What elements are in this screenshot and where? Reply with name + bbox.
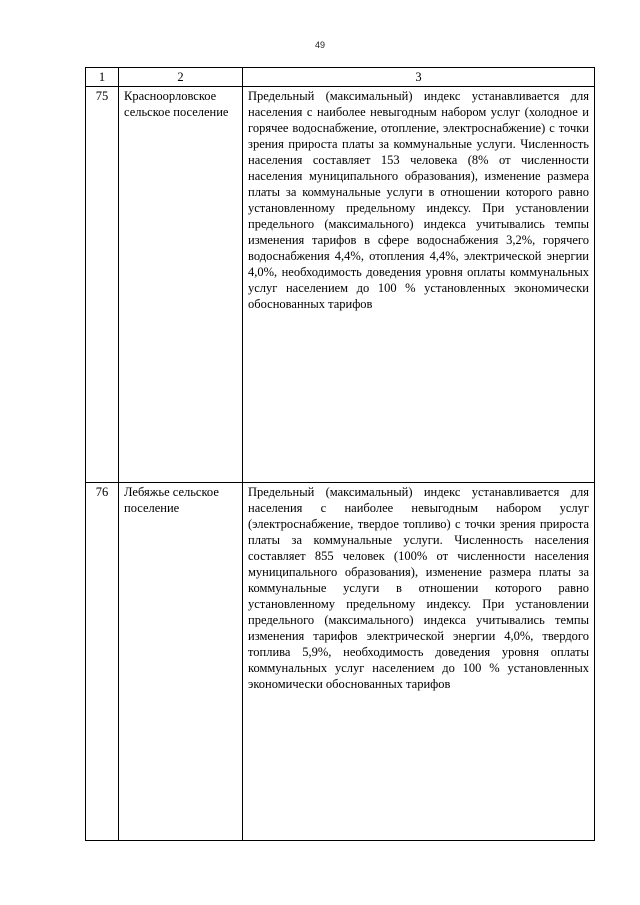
- tariff-index-table: [85, 67, 595, 841]
- table-header-row: [86, 68, 595, 87]
- row-number: 76: [86, 483, 119, 841]
- page-number: 49: [314, 40, 325, 50]
- index-description: Предельный (максимальный) индекс устанавливается для населения с наиболее невыгодным набором услуг (электроснабжение, твердое топливо) с точки зрения прироста платы за коммунальные услуги. Численность населения составляет 855 человек (100% от численности населения муниципального образования), изменение размера платы за коммунальные услуги в отношении которого равно установленному предельному индексу. При установлении предельного (максимального) индекса учитывались темпы изменения тарифов электрической энергии 4,0%, твердого топлива 5,9%, необходимость доведения уровня оплаты коммунальных услуг населением до 100 % установленных экономически обоснованных тарифов: [243, 483, 595, 841]
- header-col-1: 1: [86, 68, 119, 87]
- table-row: [86, 87, 595, 483]
- settlement-name: Лебяжье сельское поселение: [119, 483, 243, 841]
- header-col-3: 3: [243, 68, 595, 87]
- table-row: [86, 483, 595, 841]
- index-description: Предельный (максимальный) индекс устанавливается для населения с наиболее невыгодным набором услуг (холодное и горячее водоснабжение, отопление, электроснабжение) с точки зрения прироста платы за коммунальные услуги. Численность населения составляет 153 человека (8% от численности населения муниципального образования), изменение размера платы за коммунальные услуги в отношении которого равно установленному предельному индексу. При установлении предельного (максимального) индекса учитывались темпы изменения тарифов в сфере водоснабжения 3,2%, горячего водоснабжения 4,4%, отопления 4,4%, электрической энергии 4,0%, необходимость доведения уровня оплаты коммунальных услуг населением до 100 % установленных экономически обоснованных тарифов: [243, 87, 595, 483]
- header-col-2: 2: [119, 68, 243, 87]
- settlement-name: Красноорловское сельское поселение: [119, 87, 243, 483]
- row-number: 75: [86, 87, 119, 483]
